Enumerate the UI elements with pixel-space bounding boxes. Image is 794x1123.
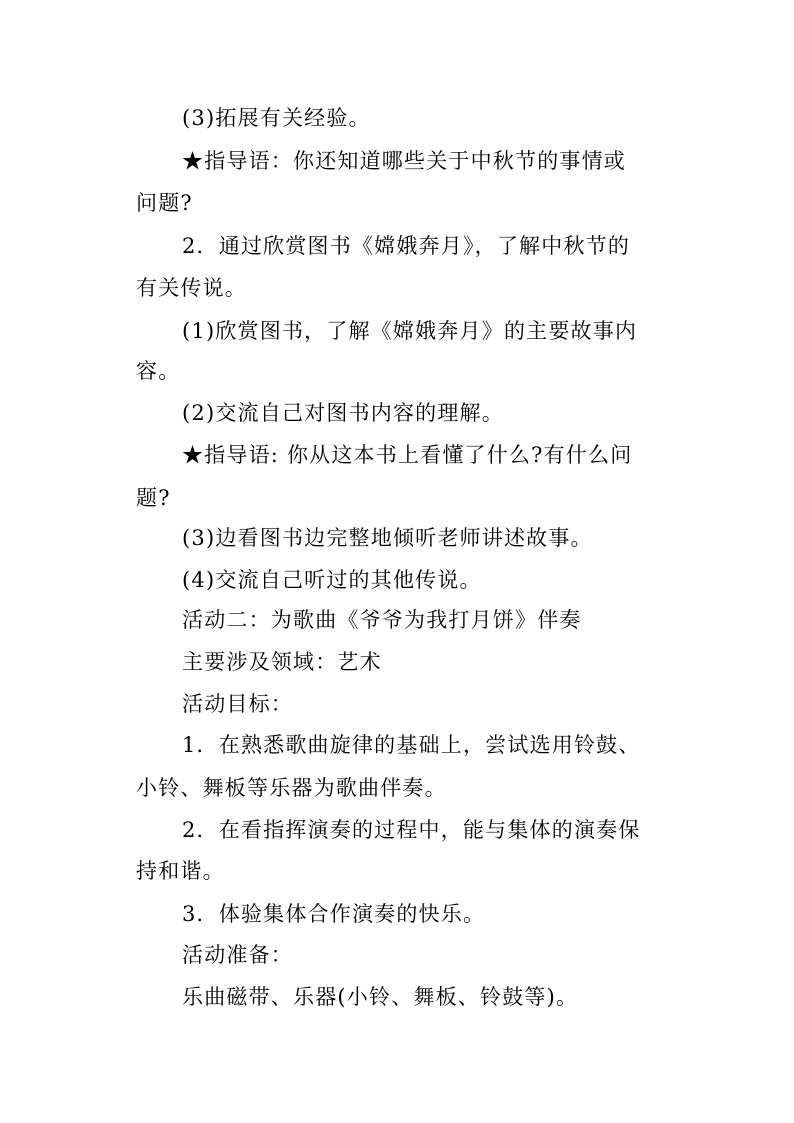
paragraph-line: (3)边看图书边完整地倾听老师讲述故事。: [182, 526, 593, 550]
paragraph-line: 2．通过欣赏图书《嫦娥奔月》，了解中秋节的: [182, 234, 631, 258]
paragraph-line: 持和谐。: [136, 859, 225, 883]
paragraph-line: (3)拓展有关经验。: [182, 106, 371, 130]
domain-line: 主要涉及领域：艺术: [182, 650, 382, 674]
paragraph-line: (2)交流自己对图书内容的理解。: [182, 401, 504, 425]
section-heading: 活动准备：: [182, 943, 293, 967]
paragraph-line: 乐曲磁带、乐器(小铃、舞板、铃鼓等)。: [182, 985, 579, 1009]
section-heading: 活动目标：: [182, 692, 293, 716]
paragraph-line: 3．体验集体合作演奏的快乐。: [182, 902, 486, 926]
guide-line: ★指导语：你还知道哪些关于中秋节的事情或: [182, 149, 626, 173]
paragraph-line: 小铃、舞板等乐器为歌曲伴奏。: [136, 776, 447, 800]
paragraph-line: 2．在看指挥演奏的过程中，能与集体的演奏保: [182, 818, 641, 842]
guide-line: ★指导语: 你从这本书上看懂了什么?有什么问: [182, 443, 633, 467]
paragraph-line: 有关传说。: [136, 276, 247, 300]
activity-heading: 活动二：为歌曲《爷爷为我打月饼》伴奏: [182, 608, 582, 632]
paragraph-line: (1)欣赏图书，了解《嫦娥奔月》的主要故事内: [182, 319, 638, 343]
paragraph-line: 题?: [136, 486, 171, 510]
paragraph-line: 容。: [136, 359, 181, 383]
paragraph-line: (4)交流自己听过的其他传说。: [182, 568, 482, 592]
paragraph-line: 1．在熟悉歌曲旋律的基础上，尝试选用铃鼓、: [182, 733, 641, 757]
paragraph-line: 问题?: [136, 191, 193, 215]
